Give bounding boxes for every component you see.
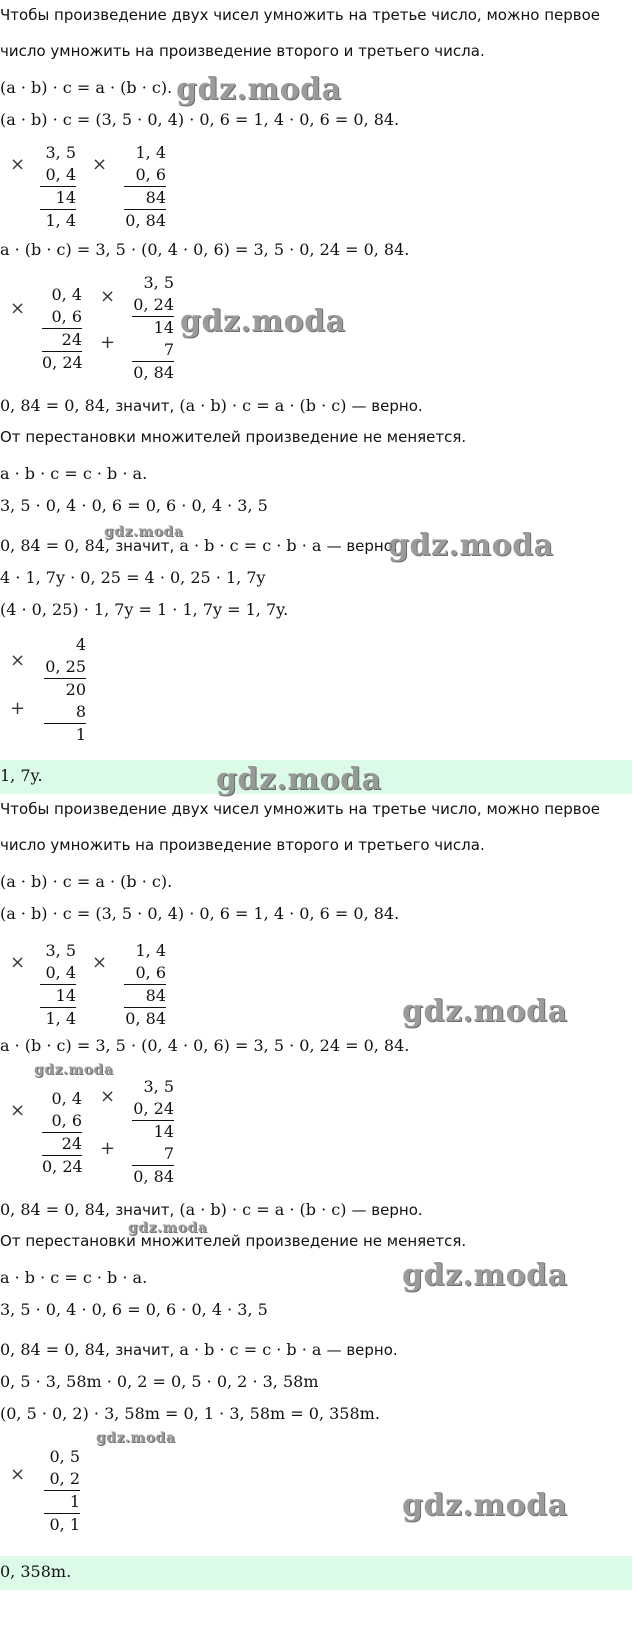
times-sign: × [92, 952, 108, 973]
commutative-rule: От перестановки множителей произведение не меняется. [0, 1232, 467, 1250]
conclusion-1: 0, 84 = 0, 84, значит, (a · b) · c = a · (b · c) — верно. [0, 1200, 423, 1219]
watermark: gdz.moda [180, 304, 346, 339]
column-multiplication-2: 1, 4 0, 6 84 0, 84 [125, 143, 166, 230]
times-sign: × [10, 650, 26, 671]
associative-law: (a · b) · c = a · (b · c). [0, 872, 173, 891]
calc-left-side: (a · b) · c = (3, 5 · 0, 4) · 0, 6 = 1, 4 · 0, 6 = 0, 84. [0, 110, 400, 129]
commutative-law: a · b · c = c · b · a. [0, 464, 148, 483]
times-sign: × [10, 154, 26, 175]
expression-2: (0, 5 · 0, 2) · 3, 58m = 0, 1 · 3, 58m = 0, 358m. [0, 1404, 380, 1423]
times-sign: × [10, 1464, 26, 1485]
column-multiplication-5: 4 0, 25 20 8 1 [45, 635, 86, 744]
calc-right-side: a · (b · c) = 3, 5 · (0, 4 · 0, 6) = 3, 5 · 0, 24 = 0, 84. [0, 240, 410, 259]
answer-bar [0, 1556, 632, 1590]
times-sign: × [10, 1100, 26, 1121]
times-sign: × [10, 952, 26, 973]
times-sign: × [100, 286, 116, 307]
column-multiplication-3: 0, 4 0, 6 24 0, 24 [42, 1089, 83, 1176]
associative-law: (a · b) · c = a · (b · c). [0, 78, 173, 97]
watermark: gdz.moda [388, 528, 554, 563]
watermark: gdz.moda [402, 1258, 568, 1293]
commutative-calc: 3, 5 · 0, 4 · 0, 6 = 0, 6 · 0, 4 · 3, 5 [0, 1300, 268, 1319]
watermark: gdz.moda [176, 72, 342, 107]
column-multiplication-4: 3, 5 0, 24 14 7 0, 84 [133, 1077, 174, 1186]
column-multiplication-4: 3, 5 0, 24 14 7 0, 84 [133, 273, 174, 382]
plus-sign: + [100, 332, 116, 353]
expression-1: 0, 5 · 3, 58m · 0, 2 = 0, 5 · 0, 2 · 3, 58m [0, 1372, 319, 1391]
rule-text-line2: число умножить на произведение второго и третьего числа. [0, 42, 485, 60]
column-multiplication-2: 1, 4 0, 6 84 0, 84 [125, 941, 166, 1028]
answer-value: 0, 358m. [0, 1562, 72, 1581]
plus-sign: + [10, 698, 26, 719]
calc-right-side: a · (b · c) = 3, 5 · (0, 4 · 0, 6) = 3, 5 · 0, 24 = 0, 84. [0, 1036, 410, 1055]
watermark: gdz.moda [34, 1062, 114, 1078]
rule-text-line1: Чтобы произведение двух чисел умножить на третье число, можно первое [0, 800, 601, 818]
expression-1: 4 · 1, 7y · 0, 25 = 4 · 0, 25 · 1, 7y [0, 568, 266, 587]
conclusion-2: 0, 84 = 0, 84, значит, a · b · c = c · b · a — верно. [0, 536, 398, 555]
conclusion-1: 0, 84 = 0, 84, значит, (a · b) · c = a · (b · c) — верно. [0, 396, 423, 415]
commutative-law: a · b · c = c · b · a. [0, 1268, 148, 1287]
column-multiplication-1: 3, 5 0, 4 14 1, 4 [40, 940, 76, 1030]
commutative-calc: 3, 5 · 0, 4 · 0, 6 = 0, 6 · 0, 4 · 3, 5 [0, 496, 268, 515]
times-sign: × [10, 298, 26, 319]
conclusion-2: 0, 84 = 0, 84, значит, a · b · c = c · b · a — верно. [0, 1340, 398, 1359]
watermark: gdz.moda [96, 1430, 176, 1446]
expression-2: (4 · 0, 25) · 1, 7y = 1 · 1, 7y = 1, 7y. [0, 600, 289, 619]
times-sign: × [92, 154, 108, 175]
rule-text-line2: число умножить на произведение второго и третьего числа. [0, 836, 485, 854]
watermark: gdz.moda [402, 1488, 568, 1523]
times-sign: × [100, 1086, 116, 1107]
calc-left-side: (a · b) · c = (3, 5 · 0, 4) · 0, 6 = 1, 4 · 0, 6 = 0, 84. [0, 904, 400, 923]
column-multiplication-5: 0, 5 0, 2 1 0, 1 [44, 1446, 80, 1536]
watermark: gdz.moda [216, 762, 382, 797]
watermark: gdz.moda [128, 1220, 208, 1236]
watermark: gdz.moda [402, 994, 568, 1029]
commutative-rule: От перестановки множителей произведение не меняется. [0, 428, 467, 446]
answer-value: 1, 7y. [0, 766, 43, 785]
column-multiplication-3: 0, 4 0, 6 24 0, 24 [42, 285, 83, 372]
column-multiplication-1: 3, 5 0, 4 14 1, 4 [40, 142, 76, 232]
rule-text-line1: Чтобы произведение двух чисел умножить на третье число, можно первое [0, 6, 601, 24]
plus-sign: + [100, 1138, 116, 1159]
watermark: gdz.moda [104, 524, 184, 540]
